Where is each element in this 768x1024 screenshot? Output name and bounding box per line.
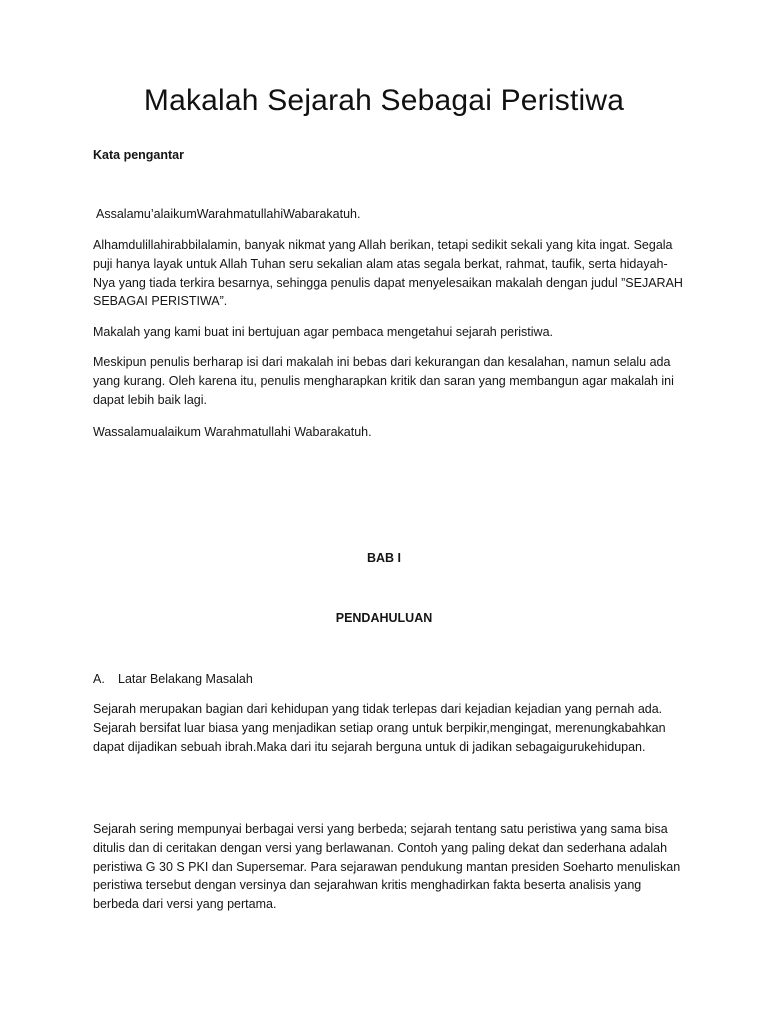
document-title: Makalah Sejarah Sebagai Peristiwa (143, 84, 625, 117)
kata-pengantar-heading: Kata pengantar (93, 148, 184, 162)
paragraph-sejarah-versi: Sejarah sering mempunyai berbagai versi yang berbeda; sejarah tentang satu peristiwa yang sama bisa ditulis dan di ceritakan dengan versi yang berlawanan. Contoh yang paling dekat dan sederhana adalah peristiwa G 30 S PKI dan Supersemar. Para sejarawan pendukung mantan presiden Soeharto menuliskan peristiwa tersebut dengan versinya dan sejarahwan kritis menghadirkan fakta beserta analisis yang berbeda dari versi yang pertama. (93, 822, 681, 912)
chapter-heading: BAB I (366, 551, 402, 565)
chapter-title: PENDAHULUAN (335, 611, 433, 625)
paragraph-alhamdulillah: Alhamdulillahirabbilalamin, banyak nikmat yang Allah berikan, tetapi sedikit sekali yang kita ingat. Segala puji hanya layak untuk Allah Tuhan seru sekalian alam atas segala berkat, rahmat, taufik, serta hidayah-Nya yang tiada terkira besarnya, sehingga penulis dapat menyelesaikan makalah dengan judul ”SEJARAH SEBAGAI PERISTIWA”. (93, 238, 683, 309)
paragraph-sejarah-kehidupan: Sejarah merupakan bagian dari kehidupan yang tidak terlepas dari kejadian kejadian yang pernah ada. Sejarah bersifat luar biasa yang menjadikan setiap orang untuk berpikir,mengingat, merenungkabahkan dapat dijadikan sebuah ibrah.Maka dari itu sejarah berguna untuk di jadikan sebagaigurukehidupan. (93, 702, 666, 754)
section-a-marker: A. (93, 672, 105, 686)
section-a-heading (93, 670, 253, 688)
opening-greeting: Assalamu’alaikumWarahmatullahiWabarakatuh. (96, 207, 361, 221)
section-a-label: Latar Belakang Masalah (118, 672, 253, 686)
paragraph-kritik-saran: Meskipun penulis berharap isi dari makalah ini bebas dari kekurangan dan kesalahan, namun selalu ada yang kurang. Oleh karena itu, penulis mengharapkan kritik dan saran yang membangun agar makalah ini dapat lebih baik lagi. (93, 355, 674, 407)
paragraph-tujuan: Makalah yang kami buat ini bertujuan agar pembaca mengetahui sejarah peristiwa. (93, 325, 553, 339)
closing-greeting: Wassalamualaikum Warahmatullahi Wabarakatuh. (93, 425, 372, 439)
